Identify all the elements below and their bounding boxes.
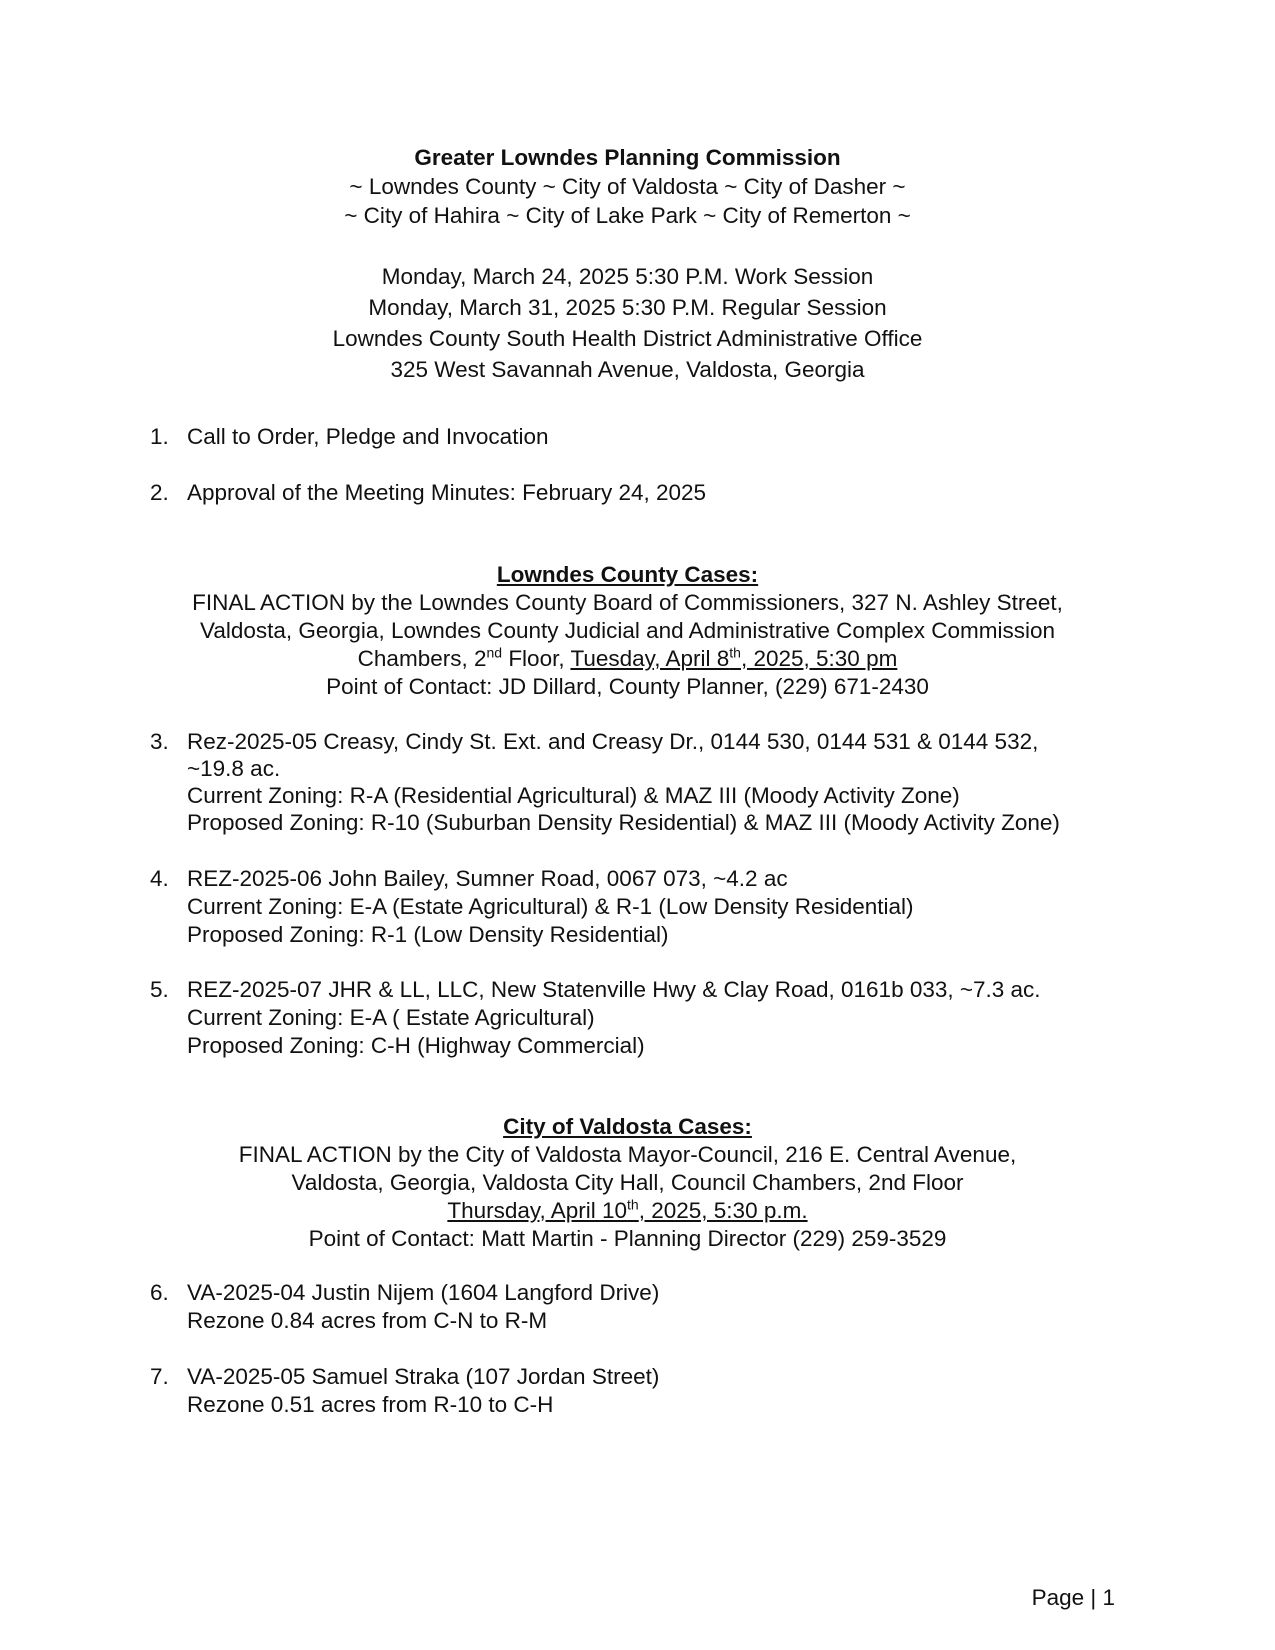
header xyxy=(0,143,1265,230)
case-title: REZ-2025-07 JHR & LL, LLC, New Statenville Hwy & Clay Road, 0161b 033, ~7.3 ac. xyxy=(187,977,1041,1002)
work-session: Monday, March 24, 2025 5:30 P.M. Work Session xyxy=(381,264,874,289)
lowndes-action-line-3: Chambers, 2nd Floor, Tuesday, April 8th, 2025, 5:30 pm xyxy=(357,644,898,671)
lowndes-action-line-2: Valdosta, Georgia, Lowndes County Judicial and Administrative Complex Commission xyxy=(200,618,1055,643)
item-number: 7. xyxy=(150,1364,169,1389)
item-number: 5. xyxy=(150,977,169,1002)
venue: Lowndes County South Health District Administrative Office xyxy=(332,326,923,351)
valdosta-section xyxy=(0,1113,1265,1253)
lowndes-contact: Point of Contact: JD Dillard, County Planner, (229) 671-2430 xyxy=(326,674,929,699)
case-title: REZ-2025-06 John Bailey, Sumner Road, 0067 073, ~4.2 ac xyxy=(187,866,788,891)
list-item xyxy=(150,422,1130,451)
list-item xyxy=(150,728,1130,836)
list-item xyxy=(150,1279,1130,1335)
lowndes-action-line-1: FINAL ACTION by the Lowndes County Board of Commissioners, 327 N. Ashley Street, xyxy=(192,590,1063,615)
case-acreage: ~19.8 ac. xyxy=(187,756,281,781)
case-title: VA-2025-05 Samuel Straka (107 Jordan Street) xyxy=(187,1364,660,1389)
lowndes-meeting-date: Tuesday, April 8th, 2025, 5:30 pm xyxy=(570,644,898,671)
proposed-zoning: Proposed Zoning: R-10 (Suburban Density Residential) & MAZ III (Moody Activity Zone) xyxy=(187,810,1060,835)
item-number: 6. xyxy=(150,1280,169,1305)
venue-address: 325 West Savannah Avenue, Valdosta, Georgia xyxy=(390,357,865,382)
valdosta-action-line-1: FINAL ACTION by the City of Valdosta Mayor-Council, 216 E. Central Avenue, xyxy=(238,1142,1017,1167)
case-title: VA-2025-04 Justin Nijem (1604 Langford Drive) xyxy=(187,1280,660,1305)
lowndes-section xyxy=(0,561,1265,701)
jurisdictions-line-2: ~ City of Hahira ~ City of Lake Park ~ City of Remerton ~ xyxy=(344,203,911,228)
jurisdictions-line-1: ~ Lowndes County ~ City of Valdosta ~ City of Dasher ~ xyxy=(349,174,906,199)
list-item xyxy=(150,1363,1130,1419)
item-number: 3. xyxy=(150,729,169,754)
list-item xyxy=(150,478,1130,507)
list-item xyxy=(150,976,1130,1060)
item-number: 4. xyxy=(150,866,169,891)
list-item xyxy=(150,865,1130,949)
case-description: Rezone 0.84 acres from C-N to R-M xyxy=(187,1308,548,1333)
page-title: Greater Lowndes Planning Commission xyxy=(414,145,841,170)
page-number: Page | 1 xyxy=(1031,1585,1115,1610)
valdosta-heading: City of Valdosta Cases: xyxy=(503,1114,752,1139)
item-text: Approval of the Meeting Minutes: February 24, 2025 xyxy=(187,480,707,505)
valdosta-contact: Point of Contact: Matt Martin - Planning Director (229) 259-3529 xyxy=(308,1226,947,1251)
regular-session: Monday, March 31, 2025 5:30 P.M. Regular Session xyxy=(368,295,887,320)
meeting-info xyxy=(0,261,1265,385)
proposed-zoning: Proposed Zoning: R-1 (Low Density Residential) xyxy=(187,922,669,947)
current-zoning: Current Zoning: R-A (Residential Agricultural) & MAZ III (Moody Activity Zone) xyxy=(187,783,960,808)
item-number: 2. xyxy=(150,480,169,505)
lowndes-heading: Lowndes County Cases: xyxy=(496,562,759,587)
valdosta-action-line-2: Valdosta, Georgia, Valdosta City Hall, Council Chambers, 2nd Floor xyxy=(291,1170,964,1195)
proposed-zoning: Proposed Zoning: C-H (Highway Commercial) xyxy=(187,1033,645,1058)
item-text: Call to Order, Pledge and Invocation xyxy=(187,424,549,449)
case-title: Rez-2025-05 Creasy, Cindy St. Ext. and Creasy Dr., 0144 530, 0144 531 & 0144 532, xyxy=(187,729,1039,754)
current-zoning: Current Zoning: E-A ( Estate Agricultural) xyxy=(187,1005,595,1030)
case-description: Rezone 0.51 acres from R-10 to C-H xyxy=(187,1392,554,1417)
valdosta-meeting-date: Thursday, April 10th, 2025, 5:30 p.m. xyxy=(447,1196,808,1223)
item-number: 1. xyxy=(150,424,169,449)
current-zoning: Current Zoning: E-A (Estate Agricultural) & R-1 (Low Density Residential) xyxy=(187,894,914,919)
